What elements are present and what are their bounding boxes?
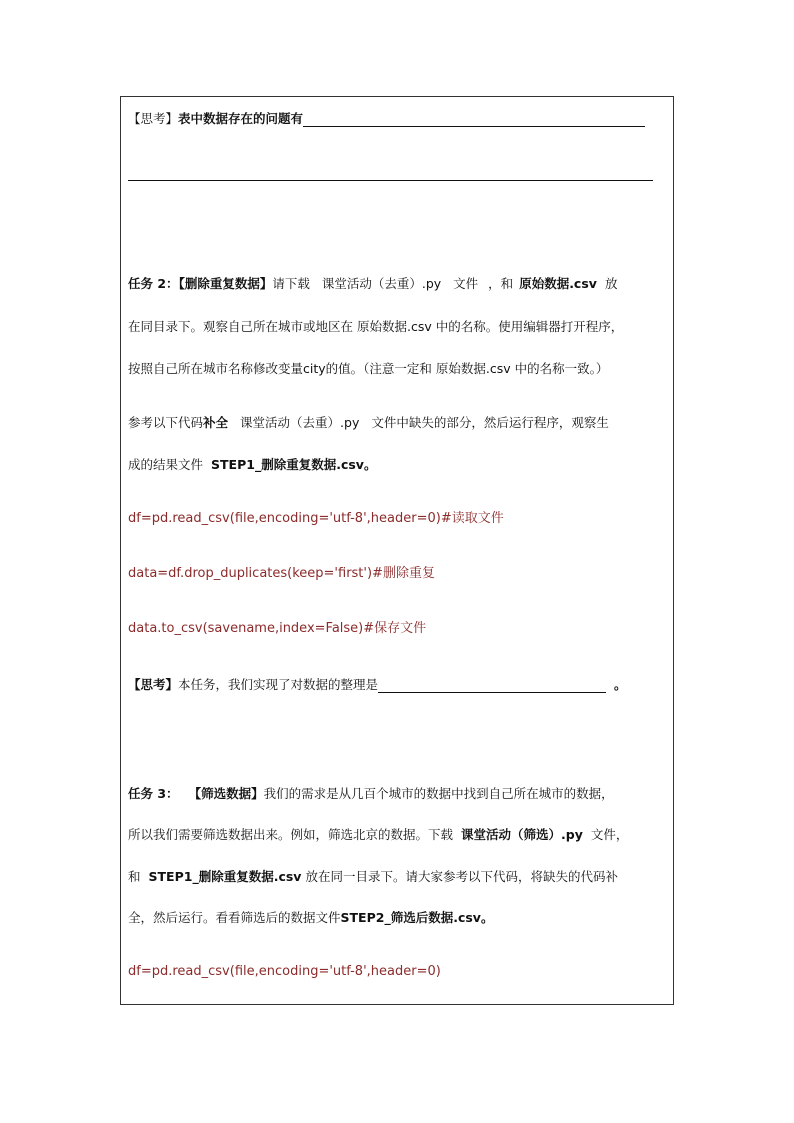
task2-line4d: 文件中缺失的部分，然后运行程序，观察生 bbox=[371, 415, 609, 430]
task2-bracket: 【删除重复数据】 bbox=[178, 276, 273, 291]
think2-line bbox=[128, 677, 627, 693]
think2-end: 。 bbox=[614, 677, 627, 692]
task2-text2: 文件 bbox=[453, 276, 479, 291]
task2-line4c: 课堂活动（去重）.py bbox=[240, 415, 360, 430]
task3-label: 任务 3： bbox=[128, 786, 179, 801]
task3-line1 bbox=[128, 786, 614, 802]
code1-line1: df=pd.read_csv(file,encoding='utf-8',header=0)#读取文件 bbox=[128, 511, 504, 526]
task3-line3a: 和 bbox=[128, 869, 141, 884]
task2-line2: 在同目录下。观察自己所在城市或地区在 原始数据.csv 中的名称。使用编辑器打开程序， bbox=[128, 319, 624, 334]
think1-answer-line[interactable] bbox=[128, 180, 653, 181]
task3-line3c: 放在同一目录下。请大家参考以下代码，将缺失的代码补 bbox=[305, 869, 618, 884]
task3-bracket: 【筛选数据】 bbox=[188, 786, 264, 801]
think1-line bbox=[128, 111, 645, 127]
task3-text1: 我们的需求是从几百个城市的数据中找到自己所在城市的数据， bbox=[263, 786, 614, 801]
task2-line1 bbox=[128, 276, 617, 292]
code2-line1: df=pd.read_csv(file,encoding='utf-8',header=0) bbox=[128, 964, 441, 979]
task3-line2 bbox=[128, 827, 628, 843]
task3-line2c: 文件， bbox=[590, 827, 629, 842]
think1-bracket: 【思考】 bbox=[128, 111, 179, 126]
think2-answer-blank[interactable] bbox=[378, 680, 606, 693]
task3-line2a: 所以我们需要筛选数据出来。例如，筛选北京的数据。下载 bbox=[128, 827, 454, 842]
task2-line3: 按照自己所在城市名称修改变量city的值。（注意一定和 原始数据.csv 中的名称一致。） bbox=[128, 361, 609, 376]
task2-line5 bbox=[128, 457, 376, 473]
code1-line2: data=df.drop_duplicates(keep='first')#删除重复 bbox=[128, 566, 435, 581]
task2-text4: 放 bbox=[604, 276, 618, 291]
task2-file2: 原始数据.csv bbox=[519, 276, 597, 291]
task2-line5b: STEP1_删除重复数据.csv。 bbox=[211, 457, 377, 472]
task3-line4a: 全，然后运行。看看筛选后的数据文件 bbox=[128, 910, 341, 925]
think2-bracket: 【思考】 bbox=[128, 677, 179, 692]
task2-line5a: 成的结果文件 bbox=[128, 457, 204, 472]
task3-line2b: 课堂活动（筛选）.py bbox=[461, 827, 583, 842]
task2-line4 bbox=[128, 415, 609, 431]
think1-answer-blank[interactable] bbox=[303, 114, 645, 127]
task3-line4b: STEP2_筛选后数据.csv。 bbox=[340, 910, 494, 925]
think1-text: 表中数据存在的问题有 bbox=[178, 111, 304, 126]
task3-line3 bbox=[128, 869, 618, 885]
task2-line4a: 参考以下代码 bbox=[128, 415, 204, 430]
code1-line3: data.to_csv(savename,index=False)#保存文件 bbox=[128, 621, 427, 636]
task2-label: 任务 2： bbox=[128, 276, 179, 291]
task2-text1: 请下载 bbox=[272, 276, 310, 291]
think2-text: 本任务，我们实现了对数据的整理是 bbox=[178, 677, 379, 692]
task2-line4b: 补全 bbox=[203, 415, 229, 430]
task2-file1: 课堂活动（去重）.py bbox=[321, 276, 442, 291]
task2-text3: ，和 bbox=[488, 276, 514, 291]
task3-line4 bbox=[128, 910, 493, 926]
task3-line3b: STEP1_删除重复数据.csv bbox=[148, 869, 302, 884]
